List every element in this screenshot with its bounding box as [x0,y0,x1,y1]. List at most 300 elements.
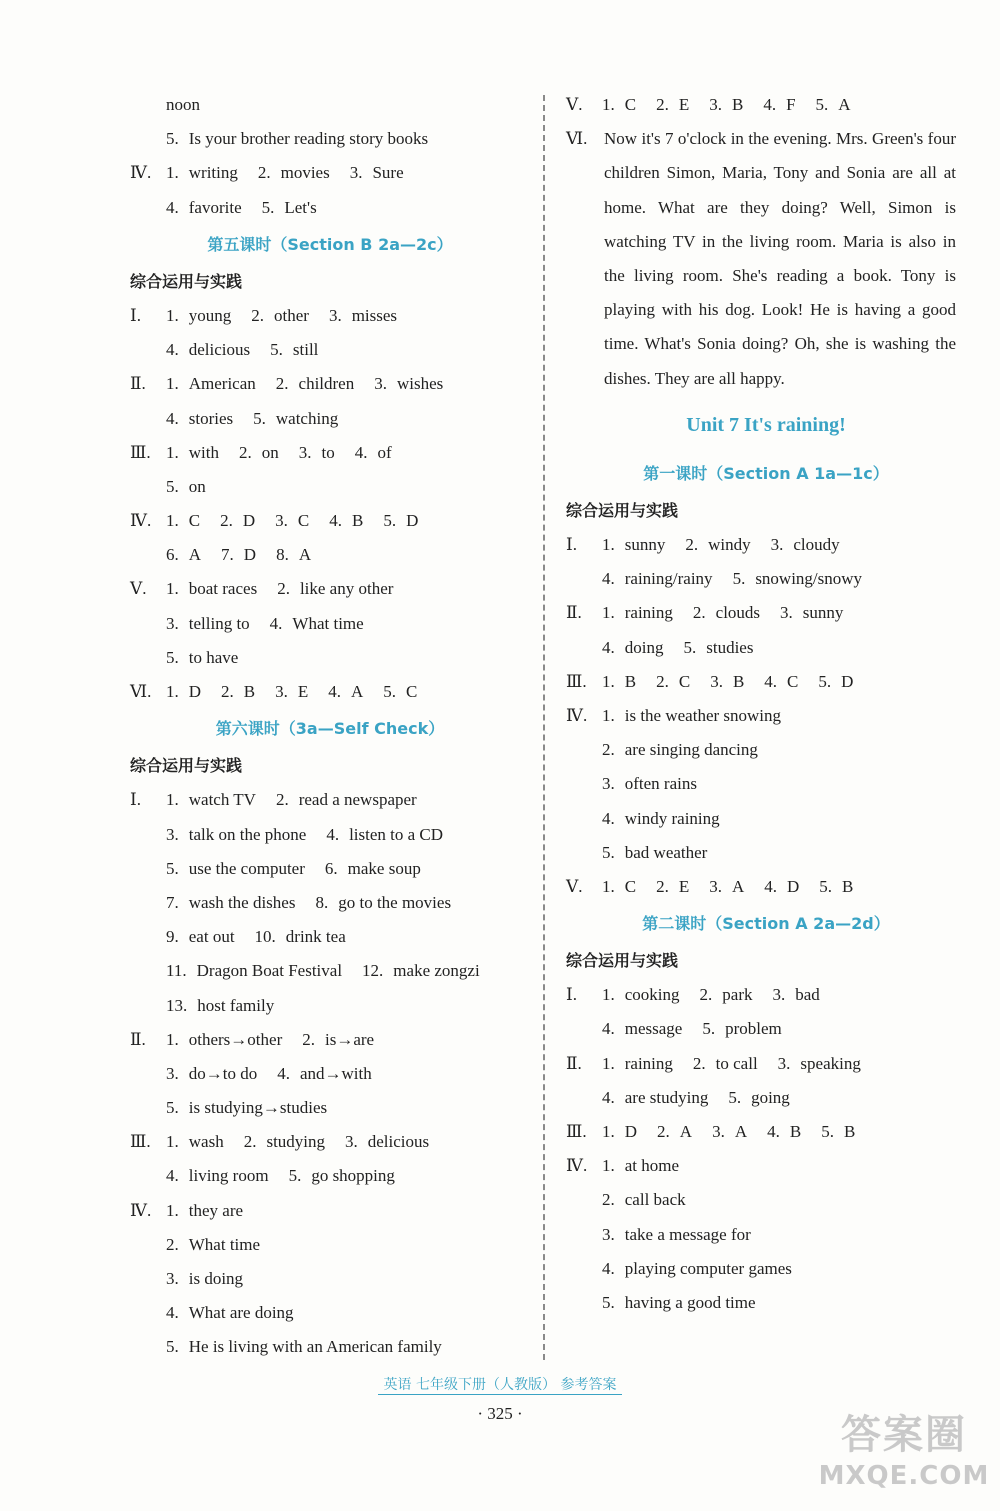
answer-index: 2. [275,790,289,810]
answer-item [780,596,843,630]
answer-index: 10. [254,927,276,947]
answer-index: 5. [821,1122,834,1141]
answer-item [355,436,392,470]
answer-index: 3. [166,1269,179,1288]
answer-line [566,631,966,665]
answer-index: 3. [770,535,784,554]
answer-index: 2. [692,1053,706,1073]
answer-item [767,1115,801,1149]
answer-item [685,528,750,562]
answer-index: 1. [166,1132,179,1152]
answer-text: What are doing [188,1303,294,1323]
answer-item [166,886,295,920]
answer-items [602,699,801,733]
answer-items [166,607,384,641]
answer-item [602,699,781,733]
answer-line [566,802,966,836]
answer-text: is doing [188,1269,244,1288]
answer-text: telling to [188,613,250,633]
answer-line [566,1012,966,1046]
answer-text: windy [708,535,751,554]
answer-text: studies [706,637,754,657]
passage-text: Now it's 7 o'clock in the evening. Mrs. Green's four children Simon, Maria, Tony and Sonia are all at home. What are they doing? Well, Simon is watching TV in the living room. Maria is also in the living room. She's reading a book. Tony is playing with his dog. Look! He is having a good time. What's Sonia doing? Oh, she is washing the dishes. They are all happy. [604,129,956,388]
answer-text: D [188,682,202,701]
answer-index: 1. [602,95,615,114]
answer-index: 2. [243,1132,257,1152]
answer-index: 1. [602,671,615,691]
answer-index: 4. [602,808,615,828]
question-number: Ⅰ. [130,790,141,810]
answer-text: C [297,511,310,531]
answer-text: C [624,95,637,114]
answer-item [818,665,853,699]
answer-item [166,504,200,538]
answer-item [166,1159,269,1193]
answer-item [362,954,480,988]
answer-index: 6. [324,858,338,878]
answer-items [602,1252,812,1286]
answer-line [566,836,966,870]
answer-index: 3. [349,163,363,183]
answer-index: 1. [166,511,179,531]
answer-text: young [188,305,232,325]
answer-text: D [242,511,256,531]
question-row [566,1047,966,1081]
answer-text: Sure [372,163,404,183]
answer-index: 3. [166,1063,179,1083]
answer-index: 5. [166,1098,179,1118]
answer-item [602,1012,682,1046]
answer-text: still [292,340,319,360]
answer-text: B [843,1122,856,1141]
answer-items [602,596,863,630]
answer-line [130,1057,530,1091]
answer-line [130,1228,530,1262]
answer-item [251,299,309,333]
answer-text: others→other [188,1029,283,1049]
answer-item [709,88,743,122]
answer-items [166,572,413,606]
question-row [566,528,966,562]
answer-line [566,767,966,801]
answer-items [166,191,337,225]
answer-index: 5. [383,682,397,701]
answer-index: 4. [326,824,340,844]
answer-item [277,1057,372,1091]
lesson-heading: 第二课时（Section A 2a—2d） [642,914,890,934]
question-number: Ⅳ. [130,511,152,531]
answer-items [166,818,463,852]
answer-index: 3. [275,682,288,701]
answer-index: 2. [257,163,271,183]
answer-item [289,1159,395,1193]
answer-index: 4. [764,876,778,896]
answer-text: call back [624,1190,686,1210]
answer-text: with [188,442,219,462]
answer-text: of [377,442,392,462]
answer-index: 1. [602,705,615,725]
answer-text: American [188,374,256,394]
answer-text: bad weather [624,842,708,862]
question-number: Ⅱ. [566,603,582,623]
answer-line [130,641,530,675]
answer-index: 5. [602,842,615,862]
answer-index: 2. [302,1029,315,1049]
answer-item [383,675,417,709]
answer-item [166,333,250,367]
footer-title [0,1374,1000,1394]
answer-item [166,572,257,606]
answer-text: movies [280,163,330,183]
question-row [566,596,966,630]
answer-items [166,402,358,436]
answer-items [166,436,412,470]
answer-line [130,122,530,156]
question-number: Ⅲ. [566,671,587,691]
question-number: Ⅴ. [566,876,583,896]
answer-item [733,562,862,596]
answer-index: 1. [166,442,179,462]
question-row [130,436,530,470]
answer-item [276,367,354,401]
question-number: Ⅳ. [130,1200,152,1220]
answer-item [166,1057,257,1091]
answer-text: A [731,876,745,896]
answer-index: 5. [166,1337,179,1357]
section-label: 综合运用与实践 [566,500,679,520]
answer-index: 5. [702,1019,716,1039]
question-number: Ⅱ. [566,1053,582,1073]
answer-line [130,920,530,954]
answer-text: going [751,1087,790,1107]
answer-line [130,1330,530,1364]
answer-index: 4. [329,511,342,531]
answer-items [602,1115,875,1149]
answer-text: B [789,1122,802,1141]
answer-items [166,1228,280,1262]
answer-text: What time [292,613,364,633]
question-row [130,572,530,606]
answer-item [602,528,665,562]
answer-items [602,978,840,1012]
answer-items [166,920,366,954]
question-number: Ⅵ. [566,129,588,149]
answer-items [166,504,438,538]
answer-items [602,733,778,767]
answer-text: B [732,671,745,691]
answer-line [130,954,530,988]
answer-items [602,1149,699,1183]
answer-items [166,122,448,156]
answer-line [130,818,530,852]
question-number: Ⅴ. [566,95,583,114]
answer-line [130,1262,530,1296]
answer-index: 5. [815,95,829,114]
answer-text: raining [624,603,673,623]
answer-index: 1. [602,876,615,896]
right-column [566,88,966,1320]
answer-item [166,1296,294,1330]
column-divider [543,95,545,1360]
answer-line [130,1091,530,1125]
question-number: Ⅳ. [566,705,588,725]
answer-text: do→to do [188,1063,258,1083]
answer-item [602,1286,756,1320]
answer-item [602,978,680,1012]
answer-index: 2. [275,374,289,394]
answer-text: on [188,476,206,496]
answer-item [270,333,318,367]
answer-item [602,1218,751,1252]
answer-text: is studying→studies [188,1098,328,1118]
answer-item [221,675,255,709]
answer-index: 5. [288,1166,302,1186]
answer-index: 2. [277,579,290,599]
answer-index: 2. [685,535,699,554]
question-number: Ⅲ. [130,442,151,462]
answer-text: C [678,671,691,691]
answer-items [166,852,441,886]
answer-item [166,675,201,709]
question-row [130,1125,530,1159]
answer-index: 3. [709,95,722,114]
question-row [566,870,966,904]
answer-item [657,1115,692,1149]
answer-item [326,818,443,852]
answer-text: drink tea [285,927,346,947]
answer-text: often rains [624,774,697,794]
answer-item [166,367,256,401]
answer-text: F [786,95,796,114]
answer-text: on [261,442,279,462]
answer-item [166,470,206,504]
question-row [130,783,530,817]
answer-item [345,1125,429,1159]
answer-text: A [188,545,202,565]
answer-line [566,733,966,767]
watermark-line1: 答案圈 [841,1412,967,1458]
answer-text: D [406,511,419,531]
answer-text: A [298,545,312,565]
answer-index: 5. [166,129,179,149]
answer-text: to have [188,647,239,667]
answer-item [763,88,795,122]
answer-item [602,836,707,870]
answer-item [166,852,305,886]
answer-index: 1. [602,603,615,623]
answer-item [221,538,256,572]
answer-index: 11. [166,961,187,981]
answer-line [566,1252,966,1286]
question-number: Ⅰ. [566,985,577,1005]
answer-item [166,783,256,817]
answer-item [602,1149,679,1183]
answer-item [602,88,636,122]
answer-item [262,191,317,225]
watermark-logo [814,1409,994,1505]
answer-item [602,1252,792,1286]
answer-text: eat out [188,927,235,947]
lesson-heading: 第五课时（Section B 2a—2c） [207,234,453,254]
section-label: 综合运用与实践 [566,951,679,971]
answer-text: What time [188,1234,261,1254]
answer-item [166,641,238,675]
answer-text: listen to a CD [349,824,444,844]
answer-item [166,402,233,436]
answer-text: E [297,682,309,701]
answer-text: B [351,511,364,531]
answer-text: B [842,876,854,896]
answer-index: 2. [602,740,615,760]
answer-index: 5. [732,569,746,589]
answer-item [700,978,753,1012]
answer-item [764,665,798,699]
question-row [130,1194,530,1228]
answer-items [166,299,417,333]
answer-item [315,886,451,920]
answer-index: 2. [657,1122,670,1141]
answer-index: 13. [166,995,188,1015]
answer-index: 1. [602,1122,615,1141]
answer-items [602,88,871,122]
answer-items [166,367,463,401]
answer-item [710,665,744,699]
answer-text: A [734,1122,748,1141]
answer-items [166,1159,415,1193]
answer-text: is→are [324,1029,375,1049]
answer-text: they are [188,1200,244,1220]
answer-items [602,767,717,801]
answer-text: raining/rainy [624,569,713,589]
answer-index: 5. [270,340,283,360]
answer-text: talk on the phone [188,824,307,844]
answer-index: 3. [328,305,342,325]
answer-text: is the weather snowing [624,705,782,725]
answer-item [709,870,744,904]
answer-item [166,538,201,572]
answer-item [166,1262,243,1296]
answer-index: 2. [699,985,713,1005]
answer-index: 1. [602,1053,615,1073]
answer-index: 1. [602,985,615,1005]
answer-index: 1. [166,682,179,701]
answer-item [166,920,235,954]
answer-item [299,436,335,470]
answer-item [693,1047,758,1081]
passage-block [566,122,966,396]
answer-line [566,1286,966,1320]
answer-index: 4. [166,1166,179,1186]
answer-item [166,818,306,852]
answer-index: 1. [166,305,179,325]
answer-text: at home [624,1156,680,1176]
answer-text: wash [188,1132,224,1152]
answer-text: clouds [715,603,761,623]
answer-item [329,504,363,538]
answer-index: 2. [238,442,252,462]
answer-index: 4. [328,682,342,701]
answer-index: 1. [166,790,179,810]
answer-text: and→with [299,1063,372,1083]
answer-index: 7. [166,892,179,912]
answer-item [166,436,219,470]
answer-item [602,767,697,801]
answer-item [275,675,308,709]
answer-line [130,402,530,436]
answer-text: B [243,682,256,701]
answer-text: Let's [284,197,317,217]
answer-item [166,607,250,641]
answer-item [602,1183,686,1217]
answer-index: 3. [602,774,615,794]
answer-text: sunny [624,535,666,554]
answer-index: 12. [362,961,384,981]
answer-index: 1. [166,163,179,183]
answer-items [602,1047,881,1081]
answer-index: 2. [656,95,669,114]
answer-item [220,504,255,538]
answer-text: children [298,374,355,394]
answer-item [325,852,421,886]
answer-items [166,886,471,920]
question-row [566,665,966,699]
answer-item [255,920,346,954]
answer-item [166,1330,442,1364]
answer-text: A [679,1122,693,1141]
answer-item [602,562,713,596]
answer-text: host family [197,995,275,1015]
answer-index: 3. [166,613,179,633]
answer-items [602,1286,776,1320]
answer-items [166,989,294,1023]
answer-item [166,191,242,225]
answer-item [602,733,758,767]
answer-text: problem [725,1019,782,1039]
answer-items [166,954,500,988]
answer-item [602,870,636,904]
answer-items: noon [166,95,200,114]
question-row [130,675,530,709]
answer-text: E [678,95,690,114]
answer-item [166,1194,243,1228]
answer-text: speaking [800,1053,861,1073]
answer-item [702,1012,781,1046]
answer-item [166,989,274,1023]
answer-text: cooking [624,985,680,1005]
answer-item [166,1125,224,1159]
answer-text: windy raining [624,808,720,828]
answer-index: 3. [777,1053,791,1073]
answer-index: 2. [656,876,669,896]
answer-text: misses [351,305,398,325]
answer-index: 3. [602,1224,615,1244]
answer-index: 5. [818,671,832,691]
answer-item [166,1023,282,1057]
answer-index: 4. [166,197,179,217]
answer-index: 4. [602,1087,615,1107]
answer-items [166,1125,449,1159]
answer-text: writing [188,163,238,183]
answer-item [166,299,231,333]
answer-item [816,88,851,122]
question-number: Ⅳ. [566,1156,588,1176]
answer-items [166,783,437,817]
answer-index: 4. [602,637,615,657]
answer-item [258,156,330,190]
answer-item [374,367,443,401]
answer-index: 3. [345,1132,358,1152]
answer-items [166,1330,462,1364]
